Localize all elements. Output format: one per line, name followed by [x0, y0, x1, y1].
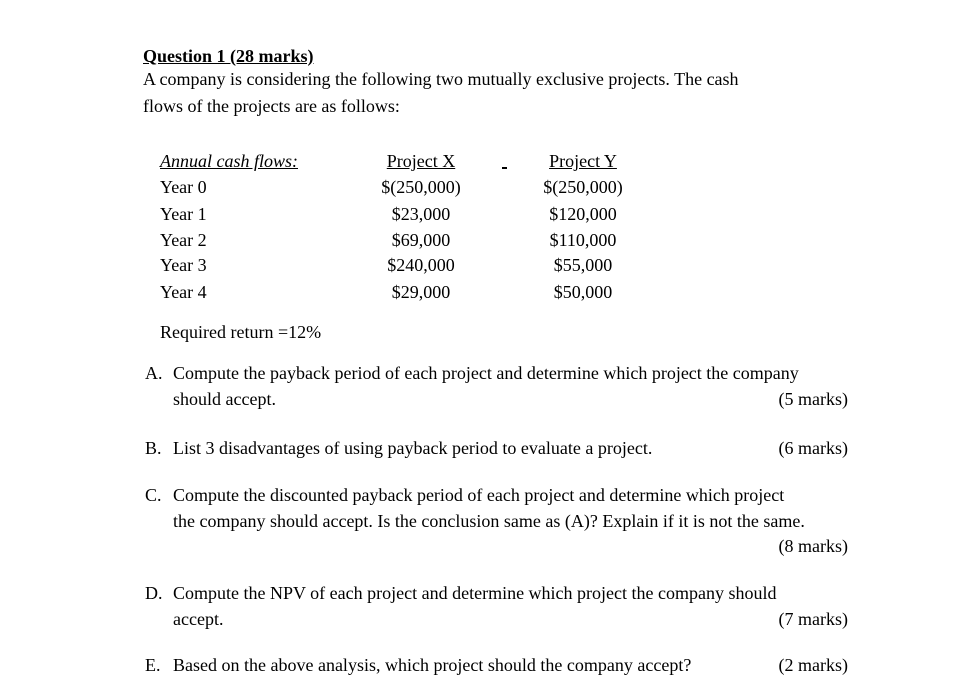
part-marks: (7 marks): [778, 609, 848, 629]
part-letter: E.: [145, 655, 161, 675]
part-letter: A.: [145, 363, 163, 383]
part-text-line-1: List 3 disadvantages of using payback period to evaluate a project.: [173, 438, 653, 458]
part-text-line-2: accept.: [173, 609, 224, 629]
col-header-project-y: Project Y: [549, 151, 617, 171]
part-marks: (2 marks): [778, 655, 848, 675]
cell-project-x: $240,000: [387, 255, 455, 275]
cell-project-x: $(250,000): [381, 177, 461, 197]
row-label: Year 4: [160, 282, 207, 302]
part-marks: (8 marks): [778, 536, 848, 556]
part-text-line-1: Based on the above analysis, which project should the company accept?: [173, 655, 692, 675]
cell-project-y: $55,000: [553, 255, 613, 275]
cell-project-y: $(250,000): [543, 177, 623, 197]
part-text-line-1: Compute the discounted payback period of each project and determine which project: [173, 485, 785, 505]
cell-project-y: $50,000: [553, 282, 613, 302]
row-label: Year 1: [160, 204, 207, 224]
part-marks: (5 marks): [778, 389, 848, 409]
row-label: Year 0: [160, 177, 207, 197]
row-label: Year 3: [160, 255, 207, 275]
part-text-line-1: Compute the NPV of each project and determine which project the company should: [173, 583, 777, 603]
cell-project-x: $29,000: [391, 282, 451, 302]
intro-line-2: flows of the projects are as follows:: [143, 96, 400, 116]
cell-project-x: $69,000: [391, 230, 451, 250]
part-letter: B.: [145, 438, 162, 458]
required-return: Required return =12%: [160, 322, 322, 342]
stray-dash-mark: [502, 167, 507, 169]
intro-line-1: A company is considering the following two mutually exclusive projects. The cash: [143, 69, 739, 89]
question-title: Question 1 (28 marks): [143, 46, 314, 66]
row-label: Year 2: [160, 230, 207, 250]
table-row-header: Annual cash flows:: [160, 151, 298, 171]
part-letter: C.: [145, 485, 162, 505]
part-text-line-1: Compute the payback period of each project and determine which project the company: [173, 363, 799, 383]
col-header-project-x: Project X: [386, 151, 456, 171]
cell-project-x: $23,000: [391, 204, 451, 224]
cell-project-y: $120,000: [549, 204, 617, 224]
part-marks: (6 marks): [778, 438, 848, 458]
part-text-line-2: the company should accept. Is the conclusion same as (A)? Explain if it is not the same.: [173, 511, 805, 531]
part-letter: D.: [145, 583, 163, 603]
part-text-line-2: should accept.: [173, 389, 276, 409]
cell-project-y: $110,000: [549, 230, 617, 250]
